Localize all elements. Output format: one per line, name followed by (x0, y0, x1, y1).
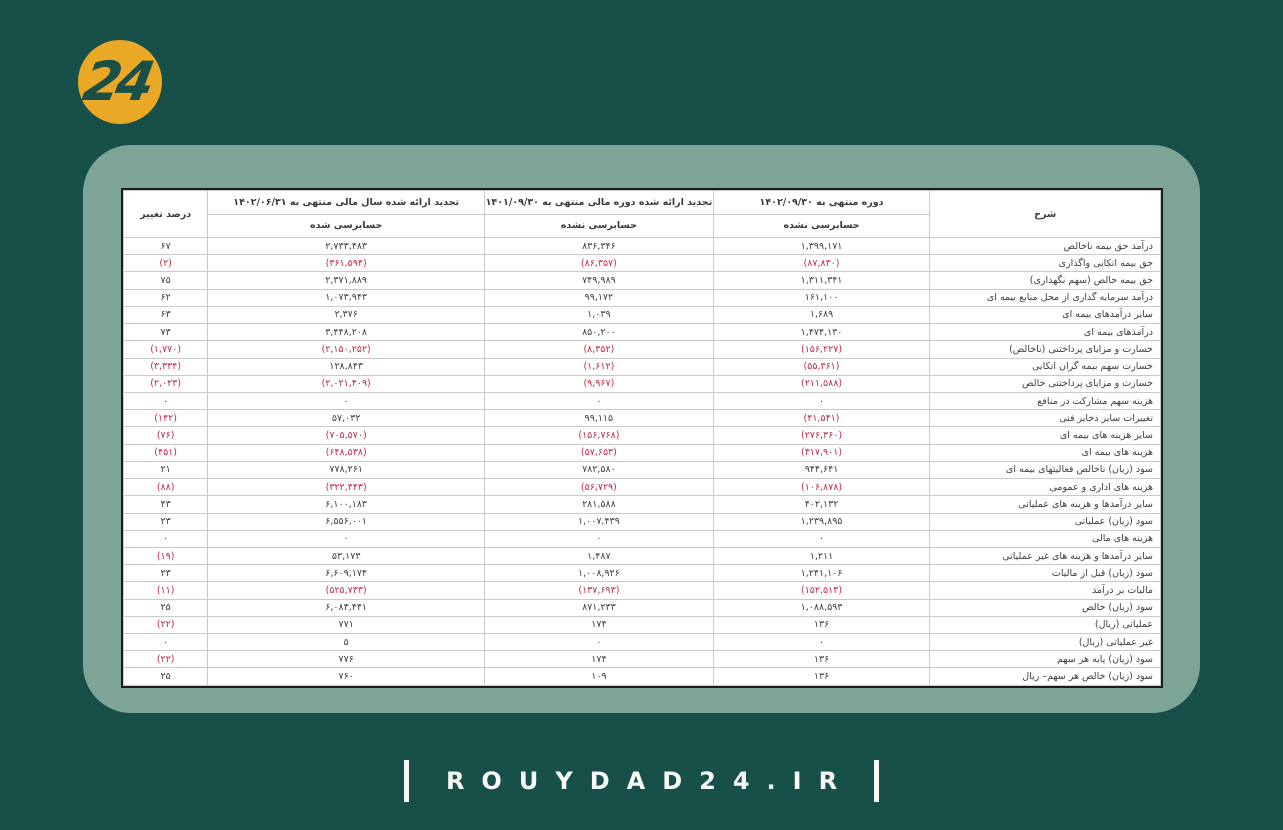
table-row (124, 668, 1161, 686)
table-row (124, 479, 1161, 496)
cell-current-period-value: (۵۵,۳۶۱) (713, 358, 930, 375)
cell-percent-change-value: (۲۲) (124, 616, 208, 633)
cell-prior-period-value: ۹۹,۱۱۵ (485, 410, 714, 427)
cell-fiscal-year-value: ۶,۵۵۶,۰۰۱ (208, 513, 485, 530)
cell-fiscal-year-value: (۶۴۸,۵۳۸) (208, 444, 485, 461)
cell-percent-change-value: (۱۱) (124, 582, 208, 599)
cell-fiscal-year-value: ۱,۰۷۳,۹۴۳ (208, 289, 485, 306)
cell-percent-change-value: (۱,۷۷۰) (124, 341, 208, 358)
cell-prior-period-value: (۱۳۷,۶۹۳) (485, 582, 714, 599)
cell-percent-change-value: (۲) (124, 255, 208, 272)
cell-percent-change-value: (۸۸) (124, 479, 208, 496)
cell-fiscal-year-value: ۶,۱۰۰,۱۸۳ (208, 496, 485, 513)
table-row (124, 238, 1161, 255)
table-row (124, 582, 1161, 599)
cell-percent-change-value: (۱۹) (124, 547, 208, 564)
cell-current-period-value: ۰ (713, 392, 930, 409)
cell-prior-period-value: (۱۵۶,۷۶۸) (485, 427, 714, 444)
header-current-period (713, 191, 930, 238)
footer (0, 756, 1283, 806)
cell-prior-period-value: ۱,۰۳۹ (485, 306, 714, 323)
cell-prior-period-value: ۱۷۴ (485, 651, 714, 668)
cell-prior-period-value: ۱,۰۰۷,۴۳۹ (485, 513, 714, 530)
cell-current-period-value: (۱۵۲,۵۱۳) (713, 582, 930, 599)
header-percent-change: درصد تغییر (124, 191, 208, 238)
header-current-sub: حسابرسی نشده (714, 214, 930, 238)
footer-left-bar (404, 760, 409, 802)
cell-fiscal-year-value: (۷۰۵,۵۷۰) (208, 427, 485, 444)
cell-fiscal-year-value: (۳۲۲,۴۴۳) (208, 479, 485, 496)
cell-percent-change-value: ۲۳ (124, 565, 208, 582)
cell-current-period-value: (۲۷۶,۳۶۰) (713, 427, 930, 444)
cell-current-period-value: ۱,۳۱۱,۳۴۱ (713, 272, 930, 289)
cell-description: عملیاتی (ریال) (930, 616, 1161, 633)
cell-description: سود (زیان) عملیاتی (930, 513, 1161, 530)
cell-description: حق بیمه اتکایی واگذاری (930, 255, 1161, 272)
cell-fiscal-year-value: ۷۶۰ (208, 668, 485, 686)
cell-current-period-value: ۱,۲۱۱ (713, 547, 930, 564)
cell-description: خسارت و مزایای پرداختنی (ناخالص) (930, 341, 1161, 358)
cell-percent-change-value: ۶۷ (124, 238, 208, 255)
cell-percent-change-value: (۷۶) (124, 427, 208, 444)
cell-current-period-value: ۱۳۶ (713, 668, 930, 686)
cell-current-period-value: ۱,۰۸۸,۵۹۳ (713, 599, 930, 616)
cell-description: هزینه سهم مشارکت در منافع (930, 392, 1161, 409)
cell-description: خسارت سهم بیمه گران اتکایی (930, 358, 1161, 375)
cell-description: خسارت و مزایای پرداختنی خالص (930, 375, 1161, 392)
cell-description: سود (زیان) پایه هر سهم (930, 651, 1161, 668)
cell-current-period-value: ۹۴۴,۶۴۱ (713, 461, 930, 478)
cell-prior-period-value: (۵۶,۷۲۹) (485, 479, 714, 496)
cell-percent-change-value: (۱۴۲) (124, 410, 208, 427)
header-current-title: دوره منتهی به ۱۴۰۲/۰۹/۳۰ (759, 196, 884, 208)
cell-fiscal-year-value: (۳۶۱,۵۹۴) (208, 255, 485, 272)
cell-fiscal-year-value: ۲,۷۳۳,۴۸۳ (208, 238, 485, 255)
cell-prior-period-value: ۷۸۲,۵۸۰ (485, 461, 714, 478)
table-row (124, 272, 1161, 289)
table-row (124, 410, 1161, 427)
cell-percent-change-value: ۷۳ (124, 324, 208, 341)
cell-fiscal-year-value: ۵۳,۱۷۳ (208, 547, 485, 564)
cell-fiscal-year-value: ۶,۶۰۹,۱۷۴ (208, 565, 485, 582)
cell-fiscal-year-value: ۵۷,۰۳۲ (208, 410, 485, 427)
cell-prior-period-value: ۸۷۱,۲۳۳ (485, 599, 714, 616)
cell-percent-change-value: (۳,۳۳۴) (124, 358, 208, 375)
cell-percent-change-value: ۴۳ (124, 496, 208, 513)
cell-prior-period-value: (۱,۶۱۲) (485, 358, 714, 375)
table-row (124, 651, 1161, 668)
cell-description: مالیات بر درآمد (930, 582, 1161, 599)
cell-prior-period-value: ۲۸۱,۵۸۸ (485, 496, 714, 513)
table-row (124, 289, 1161, 306)
cell-prior-period-value: ۱,۴۸۷ (485, 547, 714, 564)
cell-percent-change-value: ۶۲ (124, 289, 208, 306)
cell-fiscal-year-value: ۶,۰۸۳,۴۴۱ (208, 599, 485, 616)
cell-prior-period-value: (۹,۹۶۷) (485, 375, 714, 392)
cell-description: درآمد سرمایه گذاری از محل منابع بیمه ای (930, 289, 1161, 306)
cell-prior-period-value: ۸۵۰,۲۰۰ (485, 324, 714, 341)
cell-percent-change-value: ۶۳ (124, 306, 208, 323)
cell-current-period-value: ۴۰۲,۱۳۲ (713, 496, 930, 513)
table-row (124, 565, 1161, 582)
cell-description: سایر درآمدهای بیمه ای (930, 306, 1161, 323)
cell-prior-period-value: ۱۷۴ (485, 616, 714, 633)
cell-percent-change-value: ۲۵ (124, 599, 208, 616)
table-row (124, 392, 1161, 409)
cell-fiscal-year-value: ۷۷۶ (208, 651, 485, 668)
table-row (124, 634, 1161, 651)
cell-description: غیر عملیاتی (ریال) (930, 634, 1161, 651)
cell-percent-change-value: (۲۲) (124, 651, 208, 668)
table-row (124, 427, 1161, 444)
table-row (124, 375, 1161, 392)
cell-percent-change-value: (۴۵۱) (124, 444, 208, 461)
cell-description: درآمدهای بیمه ای (930, 324, 1161, 341)
cell-fiscal-year-value: ۷۷۱ (208, 616, 485, 633)
cell-prior-period-value: ۱,۰۰۸,۹۲۶ (485, 565, 714, 582)
table-row (124, 461, 1161, 478)
table-body (124, 238, 1161, 686)
cell-current-period-value: ۱,۴۷۴,۱۳۰ (713, 324, 930, 341)
header-description: شرح (930, 191, 1161, 238)
cell-fiscal-year-value: ۵ (208, 634, 485, 651)
cell-fiscal-year-value: ۰ (208, 392, 485, 409)
table-row (124, 255, 1161, 272)
cell-percent-change-value: (۲,۰۲۳) (124, 375, 208, 392)
cell-prior-period-value: ۹۹,۱۷۲ (485, 289, 714, 306)
table-row (124, 341, 1161, 358)
cell-percent-change-value: ۲۵ (124, 668, 208, 686)
cell-current-period-value: ۰ (713, 634, 930, 651)
cell-fiscal-year-value: ۳,۴۴۸,۲۰۸ (208, 324, 485, 341)
cell-current-period-value: (۱۰۶,۸۷۸) (713, 479, 930, 496)
cell-prior-period-value: ۷۴۹,۹۸۹ (485, 272, 714, 289)
header-prior-period (485, 191, 714, 238)
cell-prior-period-value: ۰ (485, 530, 714, 547)
cell-percent-change-value: ۲۳ (124, 513, 208, 530)
financial-table-container (121, 188, 1163, 688)
cell-percent-change-value: ۰ (124, 634, 208, 651)
cell-current-period-value: (۳۱۷,۹۰۱) (713, 444, 930, 461)
table-row (124, 530, 1161, 547)
cell-fiscal-year-value: ۰ (208, 530, 485, 547)
cell-current-period-value: (۴۱,۵۴۱) (713, 410, 930, 427)
table-row (124, 444, 1161, 461)
cell-current-period-value: (۲۱۱,۵۸۸) (713, 375, 930, 392)
cell-prior-period-value: (۸,۳۵۲) (485, 341, 714, 358)
cell-fiscal-year-value: (۲,۰۲۱,۴۰۹) (208, 375, 485, 392)
cell-prior-period-value: ۸۳۶,۳۴۶ (485, 238, 714, 255)
cell-description: تغییرات سایر ذخایر فنی (930, 410, 1161, 427)
table-row (124, 616, 1161, 633)
cell-current-period-value: ۱,۲۴۱,۱۰۶ (713, 565, 930, 582)
header-year-sub: حسابرسی شده (208, 214, 484, 238)
footer-site-url: ROUYDAD24.IR (445, 767, 855, 795)
cell-description: سایر هزینه های بیمه ای (930, 427, 1161, 444)
cell-current-period-value: (۱۵۶,۲۲۷) (713, 341, 930, 358)
cell-fiscal-year-value: (۲,۱۵۰,۲۵۲) (208, 341, 485, 358)
cell-description: سود (زیان) خالص هر سهم– ریال (930, 668, 1161, 686)
header-fiscal-year (208, 191, 485, 238)
table-row (124, 547, 1161, 564)
cell-description: هزینه های اداری و عمومی (930, 479, 1161, 496)
financial-statement-table (123, 190, 1161, 686)
cell-current-period-value: ۱۳۶ (713, 616, 930, 633)
table-row (124, 513, 1161, 530)
header-prior-sub: حسابرسی نشده (485, 214, 713, 238)
table-row (124, 324, 1161, 341)
cell-prior-period-value: (۸۶,۳۵۷) (485, 255, 714, 272)
header-year-title: تجدید ارائه شده سال مالی منتهی به ۱۴۰۲/۰۶/۳۱ (233, 196, 460, 208)
cell-fiscal-year-value: ۲,۳۷۱,۸۸۹ (208, 272, 485, 289)
cell-fiscal-year-value: ۱۲۸,۸۴۳ (208, 358, 485, 375)
cell-fiscal-year-value: (۵۲۵,۷۳۳) (208, 582, 485, 599)
cell-description: سود (زیان) خالص (930, 599, 1161, 616)
cell-current-period-value: (۸۷,۸۳۰) (713, 255, 930, 272)
cell-description: سایر درآمدها و هزینه های عملیاتی (930, 496, 1161, 513)
cell-prior-period-value: (۵۷,۶۵۳) (485, 444, 714, 461)
cell-current-period-value: ۱,۲۳۹,۸۹۵ (713, 513, 930, 530)
table-row (124, 358, 1161, 375)
cell-percent-change-value: ۰ (124, 530, 208, 547)
table-row (124, 599, 1161, 616)
table-row (124, 496, 1161, 513)
cell-description: درآمد حق بیمه ناخالص (930, 238, 1161, 255)
cell-current-period-value: ۱۶۱,۱۰۰ (713, 289, 930, 306)
cell-percent-change-value: ۲۱ (124, 461, 208, 478)
cell-percent-change-value: ۰ (124, 392, 208, 409)
cell-current-period-value: ۱,۳۹۹,۱۷۱ (713, 238, 930, 255)
cell-fiscal-year-value: ۲,۳۷۶ (208, 306, 485, 323)
cell-description: سود (زیان) قبل از مالیات (930, 565, 1161, 582)
header-prior-title: تجدید ارائه شده دوره مالی منتهی به ۱۴۰۱/۰۹/۳۰ (485, 196, 713, 208)
content-card (83, 145, 1200, 713)
cell-current-period-value: ۱,۶۸۹ (713, 306, 930, 323)
cell-description: حق بیمه خالص (سهم نگهداری) (930, 272, 1161, 289)
cell-current-period-value: ۱۳۶ (713, 651, 930, 668)
cell-prior-period-value: ۱۰۹ (485, 668, 714, 686)
cell-fiscal-year-value: ۷۷۸,۲۶۱ (208, 461, 485, 478)
cell-description: هزینه های مالی (930, 530, 1161, 547)
cell-description: سود (زیان) ناخالص فعالیتهای بیمه ای (930, 461, 1161, 478)
logo-24-text: 24 (78, 50, 156, 113)
cell-description: هزینه های بیمه ای (930, 444, 1161, 461)
table-row (124, 306, 1161, 323)
cell-prior-period-value: ۰ (485, 392, 714, 409)
cell-description: سایر درآمدها و هزینه های غیر عملیاتی (930, 547, 1161, 564)
rouydad24-logo (78, 40, 162, 124)
cell-prior-period-value: ۰ (485, 634, 714, 651)
table-header (124, 191, 1161, 238)
cell-current-period-value: ۰ (713, 530, 930, 547)
footer-right-bar (874, 760, 879, 802)
cell-percent-change-value: ۷۵ (124, 272, 208, 289)
